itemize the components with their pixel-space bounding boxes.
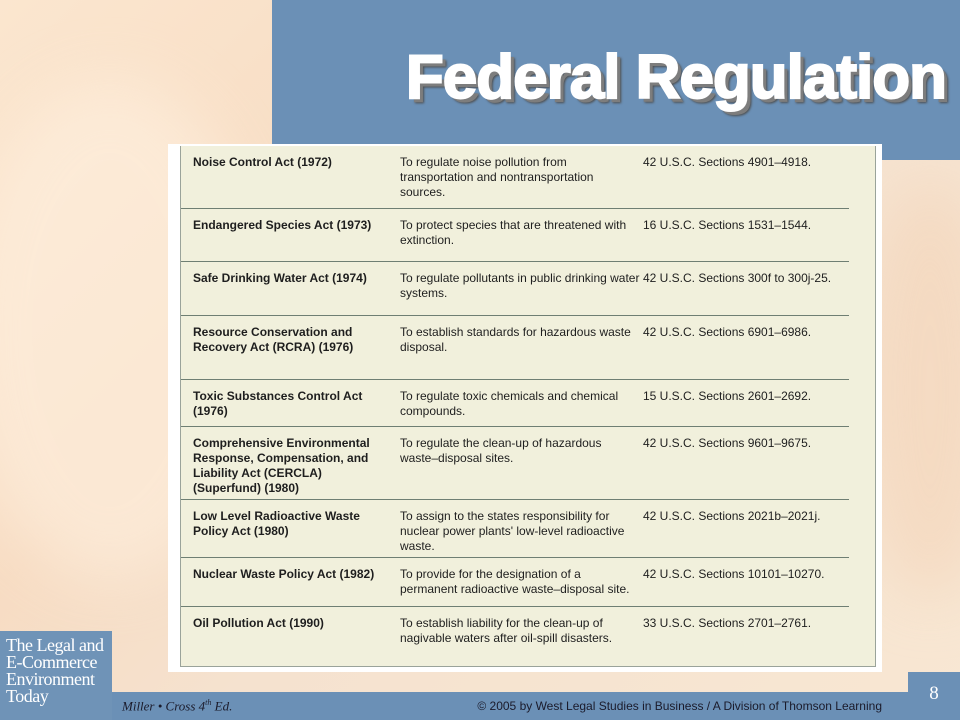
law-purpose: To assign to the states responsibility for nuclear power plants' low-level radioactive waste. xyxy=(400,509,625,553)
authors: Miller • Cross xyxy=(122,698,196,714)
law-name: Safe Drinking Water Act (1974) xyxy=(193,271,367,285)
law-citation: 42 U.S.C. Sections 300f to 300j-25. xyxy=(643,271,832,285)
law-purpose: To regulate toxic chemicals and chemical compounds. xyxy=(400,389,619,418)
edition-suffix: th xyxy=(205,698,212,707)
copyright: © 2005 by West Legal Studies in Business / A Division of Thomson Learning xyxy=(477,699,882,713)
table-row xyxy=(181,146,849,209)
law-name: Noise Control Act (1972) xyxy=(193,155,332,169)
footer-authors xyxy=(122,698,232,714)
law-purpose: To establish standards for hazardous waste disposal. xyxy=(400,325,631,354)
law-name: Resource Conservation and Recovery Act (RCRA) (1976) xyxy=(193,325,354,354)
law-purpose: To protect species that are threatened with extinction. xyxy=(400,218,627,247)
law-purpose: To regulate pollutants in public drinking water systems. xyxy=(400,271,640,300)
law-citation: 15 U.S.C. Sections 2601–2692. xyxy=(643,389,812,403)
edition-label: Ed. xyxy=(214,698,233,714)
law-name: Comprehensive Environmental Response, Compensation, and Liability Act (CERCLA) (Superfund) (1980) xyxy=(193,436,370,495)
table-row xyxy=(181,500,849,558)
law-citation: 42 U.S.C. Sections 4901–4918. xyxy=(643,155,812,169)
law-citation: 42 U.S.C. Sections 9601–9675. xyxy=(643,436,812,450)
law-name: Toxic Substances Control Act (1976) xyxy=(193,389,363,418)
table-row xyxy=(181,316,849,380)
law-citation: 42 U.S.C. Sections 10101–10270. xyxy=(643,567,825,581)
law-name: Low Level Radioactive Waste Policy Act (1980) xyxy=(193,509,360,538)
table-row xyxy=(181,380,849,427)
law-name: Endangered Species Act (1973) xyxy=(193,218,372,232)
title-panel xyxy=(272,0,960,160)
table-row xyxy=(181,558,849,607)
edition-number: 4 xyxy=(198,698,206,714)
table-row xyxy=(181,262,849,316)
table-row xyxy=(181,607,849,665)
law-purpose: To provide for the designation of a permanent radioactive waste–disposal site. xyxy=(400,567,630,596)
footer-bar xyxy=(112,692,960,720)
logo-line: Today xyxy=(6,686,49,706)
book-logo xyxy=(0,631,112,720)
law-citation: 33 U.S.C. Sections 2701–2761. xyxy=(643,616,812,630)
law-citation: 42 U.S.C. Sections 2021b–2021j. xyxy=(643,509,821,523)
table-row xyxy=(181,209,849,262)
law-purpose: To establish liability for the clean-up of nagivable waters after oil-spill disasters. xyxy=(400,616,613,645)
law-purpose: To regulate the clean-up of hazardous waste–disposal sites. xyxy=(400,436,602,465)
logo-line: The Legal and xyxy=(6,635,104,655)
table-row xyxy=(181,427,849,500)
law-citation: 42 U.S.C. Sections 6901–6986. xyxy=(643,325,812,339)
law-purpose: To regulate noise pollution from transportation and nontransportation sources. xyxy=(400,155,594,199)
law-name: Nuclear Waste Policy Act (1982) xyxy=(193,567,375,581)
regulation-table xyxy=(168,144,882,672)
slide-title: Federal Regulation xyxy=(405,43,946,112)
logo-line: Environment xyxy=(6,669,95,689)
table-body xyxy=(180,146,876,667)
logo-line: E-Commerce xyxy=(6,652,97,672)
law-name: Oil Pollution Act (1990) xyxy=(193,616,324,630)
page-number: 8 xyxy=(908,672,960,720)
law-citation: 16 U.S.C. Sections 1531–1544. xyxy=(643,218,812,232)
